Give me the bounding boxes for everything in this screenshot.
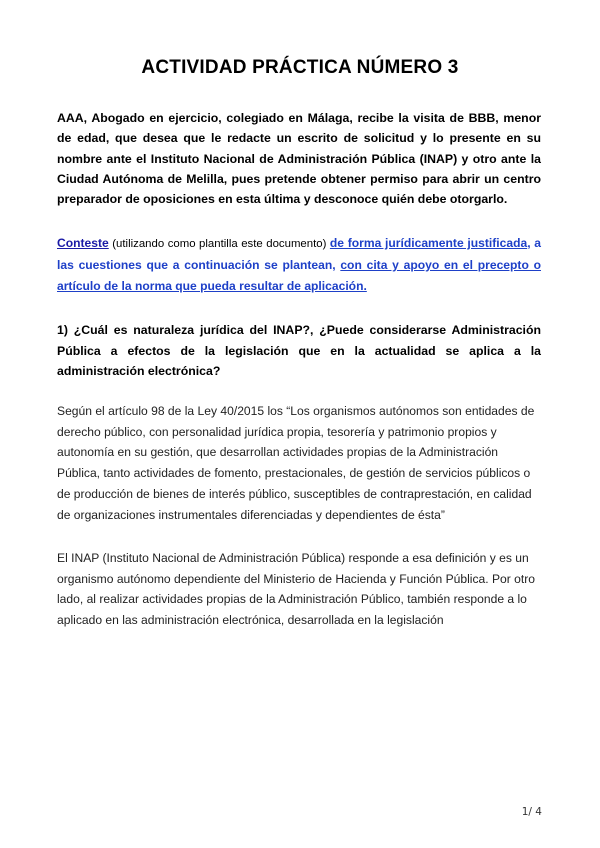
- page-number: 1/ 4: [521, 806, 542, 818]
- answer-paragraph-1: Según el artículo 98 de la Ley 40/2015 los “Los organismos autónomos son entidades de derecho público, con personalidad jurídica propia, tesorería y patrimonio propios y autonomía en su gestión, que desarrollan actividades propias de la Administración Pública, tanto actividades de fomento, prestacionales, de gestión de servicios públicos o de producción de bienes de interés público, susceptibles de contraprestación, en calidad de organizaciones instrumentales diferenciadas y dependientes de ésta”: [57, 404, 535, 522]
- intro-paragraph: AAA, Abogado en ejercicio, colegiado en Málaga, recibe la visita de BBB, menor de edad, que desea que le redacte un escrito de solicitud y lo presente en su nombre ante el Instituto Nacional de Administración Pública (INAP) y otro ante la Ciudad Autónoma de Melilla, pues pretende obtener permiso para abrir un centro preparador de oposiciones en esta última y desconoce quién debe otorgarlo.: [57, 111, 541, 207]
- instructions-text-1: (utilizando como plantilla este documento): [108, 238, 330, 250]
- instructions-link-precepto[interactable]: con cita y apoyo en el precepto o artículo de la norma que pueda resultar de aplicación.: [57, 258, 541, 293]
- instructions-paragraph: [57, 233, 541, 297]
- instructions-text-2: , a las cuestiones que a continuación se plantean,: [57, 236, 541, 272]
- instructions-link-justificada[interactable]: de forma jurídicamente justificada: [329, 236, 528, 250]
- question-1: 1) ¿Cuál es naturaleza jurídica del INAP?, ¿Puede considerarse Administración Pública a efectos de la legislación que en la actualidad se aplica a la administración electrónica?: [57, 323, 541, 378]
- answer-paragraph-2: El INAP (Instituto Nacional de Administración Pública) responde a esa definición y es un organismo autónomo dependiente del Ministerio de Hacienda y Función Pública. Por otro lado, al realizar actividades propias de la Administración Público, también responde a lo aplicado en las administración electrónica, desarrollada en la legislación: [57, 551, 535, 628]
- page-title: ACTIVIDAD PRÁCTICA NÚMERO 3: [141, 57, 459, 78]
- instructions-link-conteste[interactable]: Conteste: [57, 236, 109, 250]
